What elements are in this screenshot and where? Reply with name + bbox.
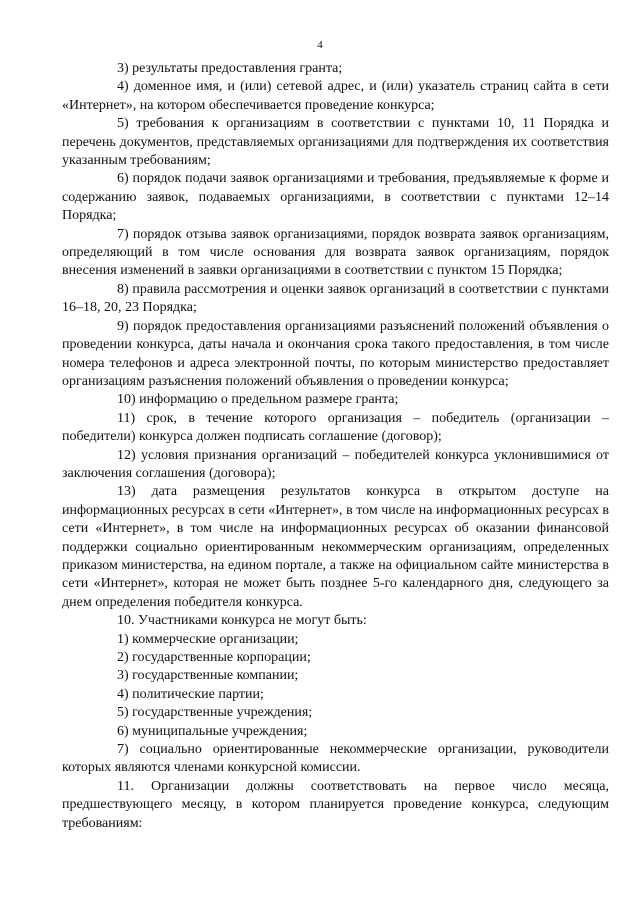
paragraph-item-5-requirements: 5) требования к организациям в соответствии с пунктами 10, 11 Порядка и перечень документов, представляемых организациями для подтверждения их соответствия указанным требованиям; xyxy=(62,116,609,169)
paragraph-section-10-heading: 10. Участниками конкурса не могут быть: xyxy=(117,613,367,629)
paragraph-item-11-signing-deadline: 11) срок, в течение которого организация – победитель (организации – победители) конкурса должен подписать соглашение (договор); xyxy=(62,410,609,445)
paragraph-item-4-domain-name: 4) доменное имя, и (или) сетевой адрес, и (или) указатель страниц сайта в сети «Интернет», на котором обеспечивается проведение конкурса; xyxy=(62,79,609,113)
paragraph-exclusion-5: 5) государственные учреждения; xyxy=(117,705,313,721)
paragraph-item-10-max-grant: 10) информацию о предельном размере гранта; xyxy=(117,392,399,408)
paragraph-exclusion-3: 3) государственные компании; xyxy=(117,668,299,684)
paragraph-item-12-evasion-conditions: 12) условия признания организаций – победителей конкурса уклонившимися от заключения соглашения (договора); xyxy=(62,447,609,481)
paragraph-exclusion-6: 6) муниципальные учреждения; xyxy=(117,723,308,739)
paragraph-exclusion-2: 2) государственные корпорации; xyxy=(117,650,311,665)
paragraph-item-3-grant-results: 3) результаты предоставления гранта; xyxy=(117,61,343,76)
paragraph-exclusion-1: 1) коммерческие организации; xyxy=(117,631,299,647)
paragraph-item-8-review-rules: 8) правила рассмотрения и оценки заявок организаций в соответствии с пунктами 16–18, 20, 23 Порядка; xyxy=(62,281,609,316)
paragraph-item-7-withdrawal-procedure: 7) порядок отзыва заявок организациями, порядок возврата заявок организациям, определяющий в том числе основания для возврата заявок организациям, порядок внесения изменений в заявки организациями в соответствии с пунктом 15 Порядка; xyxy=(62,226,609,279)
paragraph-item-6-application-procedure: 6) порядок подачи заявок организациями и требования, предъявляемые к форме и содержанию заявок, подаваемых организациями, в соответствии с пунктами 12–14 Порядка; xyxy=(62,171,609,224)
paragraph-item-9-clarifications: 9) порядок предоставления организациями разъяснений положений объявления о проведении конкурса, даты начала и окончания срока такого предоставления, в том числе номера телефонов и адреса электронной почты, по которым министерство предоставляет организациям разъяснения положений объявления о проведении конкурса; xyxy=(62,318,609,389)
paragraph-exclusion-7: 7) социально ориентированные некоммерческие организации, руководители которых являются членами конкурсной комиссии. xyxy=(62,742,609,776)
page-number: 4 xyxy=(317,39,323,51)
paragraph-item-13-results-publication: 13) дата размещения результатов конкурса в открытом доступе на информационных ресурсах в сети «Интернет», в том числе на информационных ресурсах в сети «Интернет», в том числе на информационных ресурсах об оказании финансовой поддержки социально ориентированным некоммерческим организациям, определенных приказом министерства, на едином портале, а также на официальном сайте министерства в сети «Интернет», которая не может быть позднее 5-го календарного дня, следующего за днем определения победителя конкурса. xyxy=(62,484,609,610)
document-body xyxy=(62,60,609,833)
paragraph-exclusion-4: 4) политические партии; xyxy=(117,686,264,702)
paragraph-section-11: 11. Организации должны соответствовать на первое число месяца, предшествующего месяцу, в котором планируется проведение конкурса, следующим требованиям: xyxy=(62,778,609,831)
